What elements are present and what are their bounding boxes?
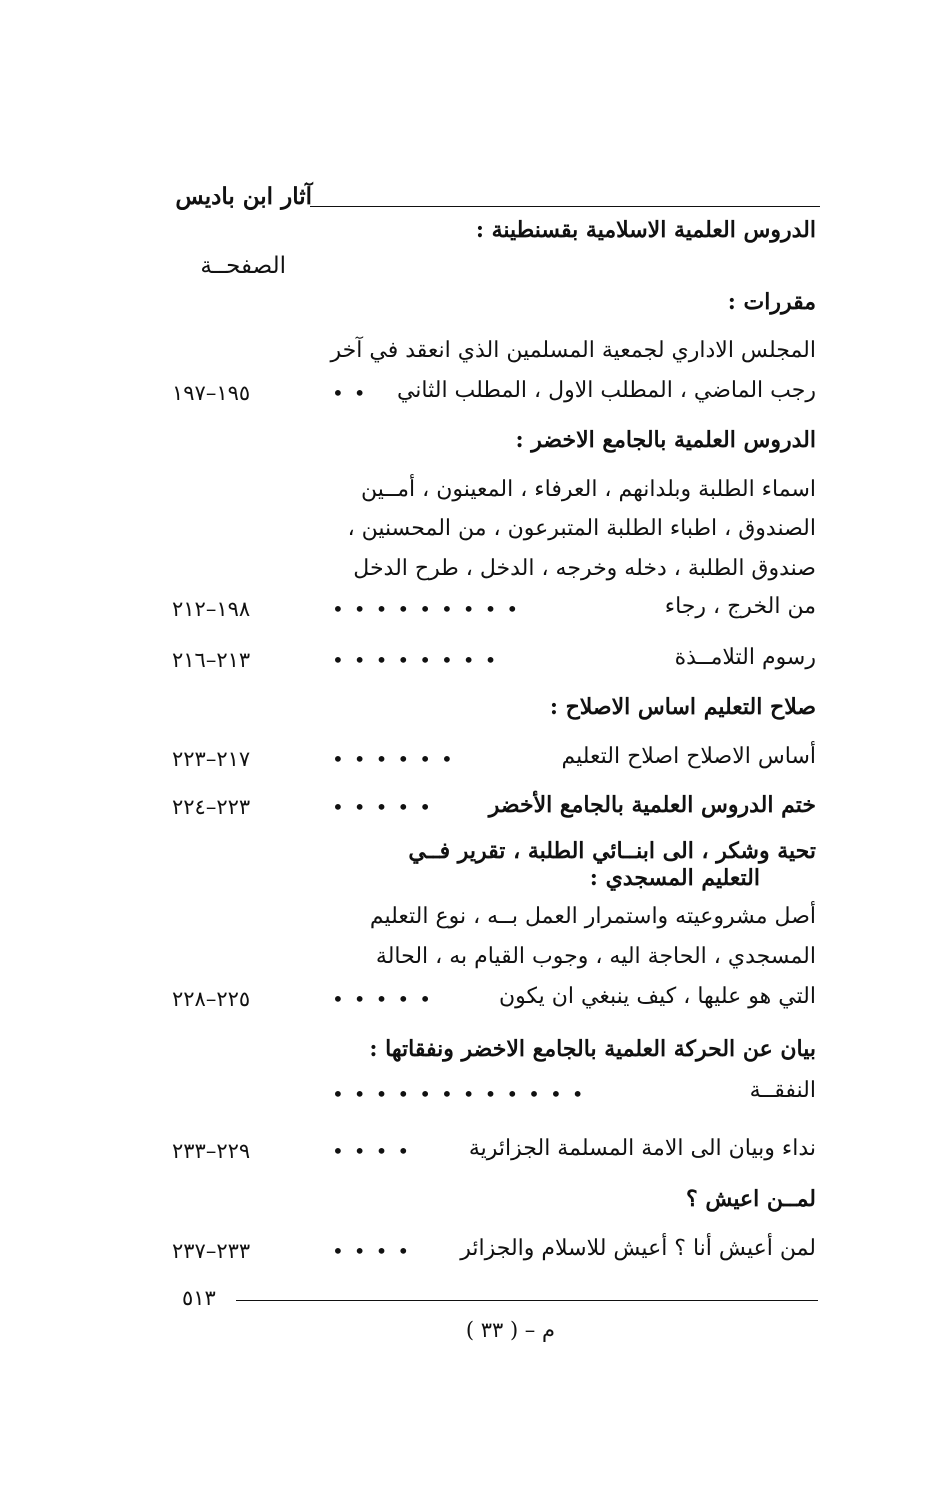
book-title: آثار ابن باديس [175, 183, 312, 210]
entry-line: أساس الاصلاح اصلاح التعليم [561, 744, 816, 769]
dot-leader: ••••• [332, 795, 441, 819]
entry-line: الصندوق ، اطباء الطلبة المتبرعون ، من المحسنين ، [347, 516, 816, 541]
section-heading: التعليم المسجدي : [589, 865, 760, 891]
entry-line: المجلس الاداري لجمعية المسلمين الذي انعقد في آخر [330, 338, 816, 363]
section-heading: مقررات : [727, 289, 816, 315]
dot-leader: •••••••• [332, 648, 507, 672]
entry-line: أصل مشروعيته واستمرار العمل بــه ، نوع التعليم [369, 904, 816, 929]
dot-leader: •••••••••••• [332, 1082, 594, 1106]
entry-line: المسجدي ، الحاجة اليه ، وجوب القيام به ، الحالة [375, 944, 816, 969]
entry-line: رسوم التلامــذة [674, 645, 816, 670]
entry-line: صندوق الطلبة ، دخله وخرجه ، الدخل ، طرح الدخل [353, 556, 816, 581]
entry-line: النفقــة [749, 1078, 816, 1103]
page-number: ٥١٣ [182, 1286, 216, 1310]
signature-mark: م – ( ٣٣ ) [465, 1318, 555, 1342]
dot-leader: •••••• [332, 747, 463, 771]
dot-leader: •••• [332, 1239, 420, 1263]
entry-line: رجب الماضي ، المطلب الاول ، المطلب الثاني [396, 378, 816, 403]
page-range: ٢٢٩–٢٣٣ [172, 1139, 251, 1163]
page-range: ١٩٥–١٩٧ [172, 381, 251, 405]
dot-leader: •• [332, 381, 376, 405]
section-heading: تحية وشكر ، الى ابنــائي الطلبة ، تقرير فــي [408, 838, 816, 864]
dot-leader: ••••••••• [332, 597, 529, 621]
page-range: ٢١٧–٢٢٣ [172, 747, 251, 771]
page-range: ٢٣٣–٢٣٧ [172, 1239, 251, 1263]
dot-leader: •••• [332, 1139, 420, 1163]
entry-line: نداء وبيان الى الامة المسلمة الجزائرية [468, 1136, 816, 1161]
page-range: ٢١٣–٢١٦ [172, 648, 251, 672]
section-heading: لمــن اعيش ؟ [686, 1186, 816, 1212]
page-range: ٢٢٥–٢٢٨ [172, 987, 251, 1011]
header-rule [310, 206, 820, 207]
section-heading: الدروس العلمية الاسلامية بقسنطينة : [475, 217, 816, 243]
page-range: ١٩٨–٢١٢ [172, 597, 251, 621]
section-heading: صلاح التعليم اساس الاصلاح : [549, 694, 816, 720]
entry-line: التي هو عليها ، كيف ينبغي ان يكون [498, 984, 816, 1009]
section-heading: ختم الدروس العلمية بالجامع الأخضر [488, 792, 816, 818]
page-column-label: الصفحــة [200, 253, 286, 279]
page-range: ٢٢٣–٢٢٤ [172, 795, 251, 819]
entry-line: اسماء الطلبة وبلدانهم ، العرفاء ، المعينون ، أمــين [361, 477, 816, 502]
section-heading: بيان عن الحركة العلمية بالجامع الاخضر ونفقاتها : [369, 1036, 816, 1062]
entry-line: لمن أعيش أنا ؟ أعيش للاسلام والجزائر [460, 1236, 816, 1261]
section-heading: الدروس العلمية بالجامع الاخضر : [515, 427, 816, 453]
entry-line: من الخرج ، رجاء [664, 594, 816, 619]
footer-rule [236, 1300, 818, 1301]
dot-leader: ••••• [332, 987, 441, 1011]
